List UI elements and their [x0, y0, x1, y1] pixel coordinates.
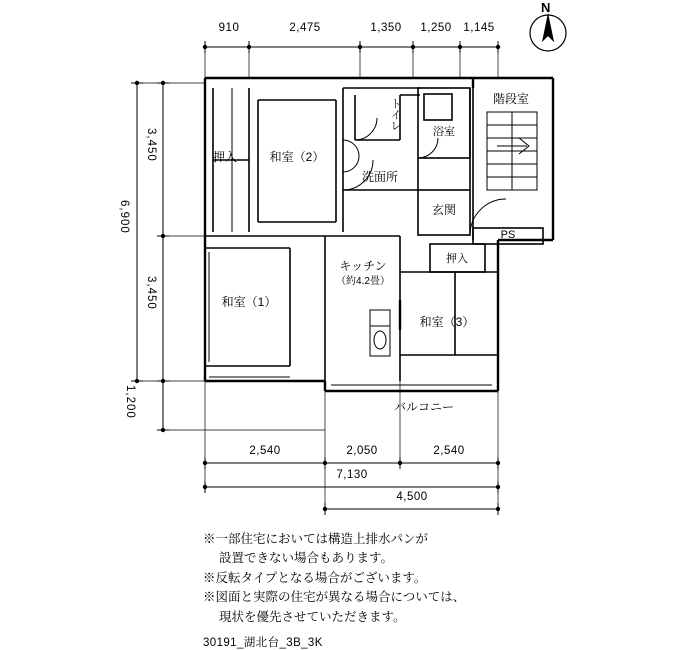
- room-label-balcony: バルコニー: [393, 400, 454, 414]
- footer-code: 30191_湖北台_3B_3K: [203, 637, 323, 649]
- room-label-closet-1: 押入: [212, 150, 237, 164]
- room-label-ps: PS: [500, 229, 516, 241]
- left-dim-seg-3: 1,200: [124, 385, 136, 419]
- room-label-washitsu-2: 和室（2）: [269, 150, 325, 164]
- bottom-dim-1: 2,540: [249, 445, 281, 457]
- room-label-bath: 浴室: [433, 126, 455, 138]
- room-label-entrance: 玄関: [431, 203, 456, 217]
- note-line-1: ※一部住宅においては構造上排水パンが: [203, 532, 429, 546]
- bottom-dim-total-upper: 7,130: [336, 469, 368, 481]
- room-label-stair-room: 階段室: [492, 92, 529, 106]
- room-label-toilet: [388, 98, 402, 134]
- toilet-text: トイレ: [389, 98, 402, 131]
- left-dim-seg-1: 3,450: [145, 128, 157, 162]
- note-line-3: ※反転タイプとなる場合がございます。: [203, 570, 427, 585]
- room-label-kitchen: キッチン: [339, 259, 387, 273]
- top-dim-3: 1,350: [370, 22, 402, 34]
- note-line-4: ※図面と実際の住宅が異なる場合については、: [203, 590, 466, 605]
- left-dim-total: 6,900: [118, 200, 130, 234]
- room-label-washitsu-1: 和室（1）: [221, 295, 277, 309]
- top-dim-4: 1,250: [420, 22, 452, 34]
- room-label-closet-2: 押入: [446, 253, 468, 265]
- compass-rose: [530, 13, 566, 51]
- room-label-washitsu-3: 和室（3）: [419, 315, 475, 329]
- bottom-dim-2: 2,050: [346, 445, 378, 457]
- notes-block: [203, 530, 465, 627]
- note-line-5: 現状を優先させていただきます。: [203, 609, 406, 624]
- room-label-washroom: 洗面所: [361, 170, 398, 184]
- left-dim-seg-2: 3,450: [145, 276, 157, 310]
- top-dim-5: 1,145: [463, 22, 495, 34]
- room-label-kitchen-size: （約4.2畳）: [336, 276, 390, 287]
- top-dim-2: 2,475: [289, 22, 321, 34]
- note-line-2: 設置できない場合もあります。: [203, 551, 393, 566]
- compass-north-label: N: [541, 0, 551, 15]
- top-dim-1: 910: [218, 22, 240, 34]
- bottom-dim-total-lower: 4,500: [396, 491, 428, 503]
- bottom-dim-3: 2,540: [433, 445, 465, 457]
